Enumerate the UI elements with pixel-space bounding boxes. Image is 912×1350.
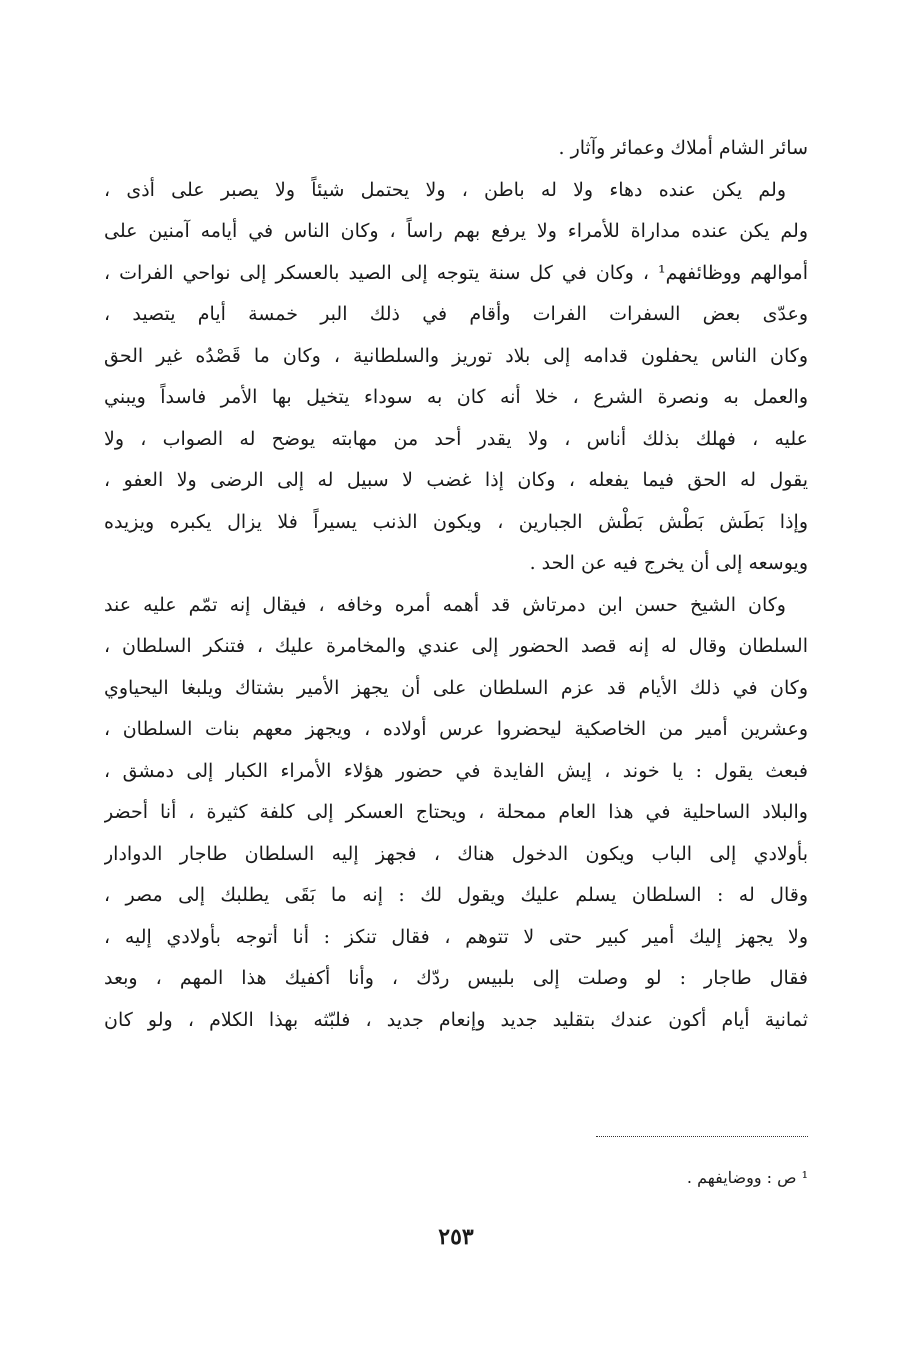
text-line-5: وعدّى بعض السفرات الفرات وأقام في ذلك البر خمسة أيام يتصيد ، — [104, 303, 808, 325]
text-line-18: بأولادي إلى الباب ويكون الدخول هناك ، فجهز إليه السلطان طاجار الدوادار — [104, 842, 808, 865]
text-line-8: عليه ، فهلك بذلك أناس ، ولا يقدر أحد من مهابته يوضح له الصواب ، ولا — [104, 427, 808, 450]
text-line-6: وكان الناس يحفلون قدامه إلى بلاد توريز والسلطانية ، وكان ما قَصْدُه غير الحق — [104, 344, 808, 367]
text-line-11: ويوسعه إلى أن يخرج فيه عن الحد . — [529, 552, 808, 574]
text-line-12: وكان الشيخ حسن ابن دمرتاش قد أهمه أمره وخافه ، فيقال إنه تمّم عليه عند — [104, 593, 786, 616]
text-line-19: وقال له : السلطان يسلم عليك ويقول لك : إنه ما بَقَى يطلبك إلى مصر ، — [104, 884, 808, 906]
text-line-1: سائر الشام أملاك وعمائر وآثار . — [558, 137, 808, 159]
text-line-3: ولم يكن عنده مداراة للأمراء ولا يرفع بهم راساً ، وكان الناس في أيامه آمنين على — [104, 220, 808, 242]
text-line-13: السلطان وقال له إنه قصد الحضور إلى عندي والمخامرة عليك ، فتنكر السلطان ، — [104, 635, 808, 657]
text-line-10: وإذا بَطَش بَطْش بَطْش الجبارين ، ويكون الذنب يسيراً فلا يزال يكبره ويزيده — [104, 510, 808, 533]
text-line-16: فبعث يقول : يا خوند ، إيش الفايدة في حضور هؤلاء الأمراء الكبار إلى دمشق ، — [104, 759, 808, 782]
text-line-9: يقول له الحق فيما يفعله ، وكان إذا غضب لا سبيل له إلى الرضى ولا العفو ، — [104, 469, 808, 491]
text-line-20: ولا يجهز إليك أمير كبير حتى لا تتوهم ، فقال تنكز : أنا أتوجه بأولادي إليه ، — [104, 925, 808, 948]
text-line-14: وكان في ذلك الأيام قد عزم السلطان على أن يجهز الأمير بشتاك ويلبغا اليحياوي — [104, 676, 808, 699]
text-line-15: وعشرين أمير من الخاصكية ليحضروا عرس أولاده ، ويجهز معهم بنات السلطان ، — [104, 718, 808, 740]
text-line-22: ثمانية أيام أكون عندك بتقليد جديد وإنعام جديد ، فلبّثه بهذا الكلام ، ولو كان — [104, 1008, 808, 1031]
text-line-7: والعمل به ونصرة الشرع ، خلا أنه كان به سوداء يتخيل بها الأمر فاسداً ويبني — [104, 386, 808, 408]
main-text — [104, 128, 808, 1041]
page-number: ٢٥٣ — [438, 1224, 474, 1250]
text-line-2: ولم يكن عنده دهاء ولا له باطن ، ولا يحتمل شيئاً ولا يصبر على أذى ، — [104, 178, 786, 201]
text-line-4: أموالهم ووظائفهم¹ ، وكان في كل سنة يتوجه إلى الصيد بالعسكر إلى نواحي الفرات ، — [104, 261, 808, 284]
text-line-17: والبلاد الساحلية في هذا العام ممحلة ، ويحتاج العسكر إلى كلفة كثيرة ، أنا أحضر — [104, 801, 808, 823]
footnote: ¹ ص : ووضايفهم . — [686, 1168, 808, 1187]
text-line-21: فقال طاجار : لو وصلت إلى بلبيس ردّك ، وأنا أكفيك هذا المهم ، وبعد — [104, 967, 808, 989]
footnote-divider — [596, 1136, 808, 1137]
